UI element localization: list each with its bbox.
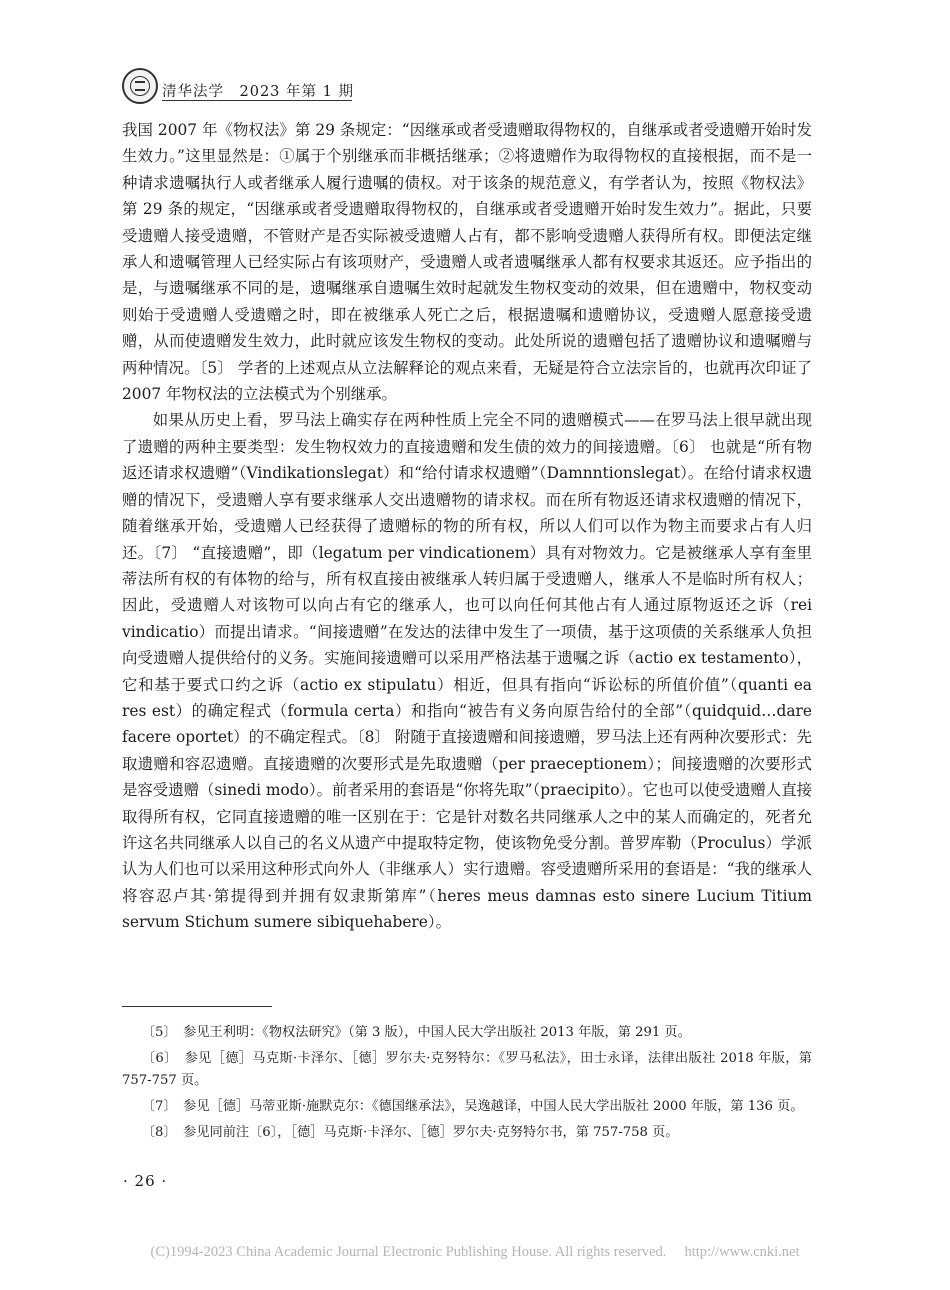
page-number: · 26 ·: [123, 1172, 168, 1190]
running-header: [122, 68, 362, 112]
footnote-separator: [122, 1006, 272, 1007]
footnote-5: 〔5〕 参见王利明：《物权法研究》（第 3 版），中国人民大学出版社 2013 年版，第 291 页。: [141, 1025, 691, 1040]
paragraph-2: 如果从历史上看，罗马法上确实存在两种性质上完全不同的遗赠模式——在罗马法上很早就出现了遗赠的两种主要类型：发生物权效力的直接遗赠和发生债的效力的间接遗赠。〔6〕 也就是“所有物返还请求权遗赠”（Vindikationslegat）和“给付请求权遗赠”（Damnntionslegat）。在给付请求权遗赠的情况下，受遗赠人享有要求继承人交出遗赠物的请求权。而在所有物返还请求权遗赠的情况下，随着继承开始，受遗赠人已经获得了遗赠标的物的所有权，所以人们可以作为物主而要求占有人归还。〔7〕 “直接遗赠”，即（legatum per vindicationem）具有对物效力。它是被继承人享有奎里蒂法所有权的有体物的给与，所有权直接由被继承人转归属于受遗赠人，继承人不是临时所有权人；因此，受遗赠人对该物可以向占有它的继承人，也可以向任何其他占有人通过原物返还之诉（rei vindicatio）而提出请求。“间接遗赠”在发达的法律中发生了一项债，基于这项债的关系继承人负担向受遗赠人提供给付的义务。实施间接遗赠可以采用严格法基于遗嘱之诉（actio ex testamento），它和基于要式口约之诉（actio ex stipulatu）相近，但具有指向“诉讼标的所值价值”（quanti ea res est）的确定程式（formula certa）和指向“被告有义务向原告给付的全部”（quidquid…dare facere oportet）的不确定程式。〔8〕 附随于直接遗赠和间接遗赠，罗马法上还有两种次要形式：先取遗赠和容忍遗赠。直接遗赠的次要形式是先取遗赠（per praeceptionem）；间接遗赠的次要形式是容受遗赠（sinedi modo）。前者采用的套语是“你将先取”（praecipito）。它也可以使受遗赠人直接取得所有权，它同直接遗赠的唯一区别在于：它是针对数名共同继承人之中的某人而确定的，死者允许这名共同继承人以自己的名义从遗产中提取特定物，使该物免受分割。普罗库勒（Proculus）学派认为人们也可以采用这种形式向外人（非继承人）实行遗赠。容受遗赠所采用的套语是：“我的继承人将容忍卢其·第提得到并拥有奴隶斯第库”（heres meus damnas esto sinere Lucium Titium servum Stichum sumere sibiquehabere）。: [122, 411, 812, 932]
footnote-6: 〔6〕 参见［德］马克斯·卡泽尔、［德］罗尔夫·克努特尔：《罗马私法》，田士永译，法律出版社 2018 年版，第 757-757 页。: [122, 1051, 812, 1088]
body-text: [122, 117, 812, 936]
footnote-8: 〔8〕 参见同前注〔6〕，［德］马克斯·卡泽尔、［德］罗尔夫·克努特尔书，第 757-758 页。: [141, 1125, 679, 1140]
footnote-7: 〔7〕 参见［德］马蒂亚斯·施默克尔：《德国继承法》，吴逸越译，中国人民大学出版社 2000 年版，第 136 页。: [141, 1099, 804, 1114]
header-rule: [162, 100, 352, 101]
journal-title: 清华法学 2023 年第 1 期: [162, 84, 354, 100]
university-seal-icon: [122, 68, 158, 104]
paragraph-1: 我国 2007 年《物权法》第 29 条规定：“因继承或者受遗赠取得物权的，自继承或者受遗赠开始时发生效力。”这里显然是：①属于个别继承而非概括继承；②将遗赠作为取得物权的直接根据，而不是一种请求遗嘱执行人或者继承人履行遗嘱的债权。对于该条的规范意义，有学者认为，按照《物权法》第 29 条的规定，“因继承或者受遗赠取得物权的，自继承或者受遗赠开始时发生效力”。据此，只要受遗赠人接受遗赠，不管财产是否实际被受遗赠人占有，都不影响受遗赠人获得所有权。即便法定继承人和遗嘱管理人已经实际占有该项财产，受遗赠人或者遗嘱继承人都有权要求其返还。应予指出的是，与遗嘱继承不同的是，遗嘱继承自遗嘱生效时起就发生物权变动的效果，但在遗赠中，物权变动则始于受遗赠人受遗赠之时，即在被继承人死亡之后，根据遗嘱和遗赠协议，受遗赠人愿意接受遗赠，从而使遗赠发生效力，此时就应该发生物权的变动。此处所说的遗赠包括了遗赠协议和遗嘱赠与两种情况。〔5〕 学者的上述观点从立法解释论的观点来看，无疑是符合立法宗旨的，也就再次印证了 2007 年物权法的立法模式为个别继承。: [122, 121, 812, 404]
seal-emblem: [135, 81, 145, 91]
copyright-watermark: (C)1994-2023 China Academic Journal Electronic Publishing House. All rights reserved. http://www.cnki.net: [150, 1244, 800, 1260]
footnotes: [122, 1022, 812, 1148]
